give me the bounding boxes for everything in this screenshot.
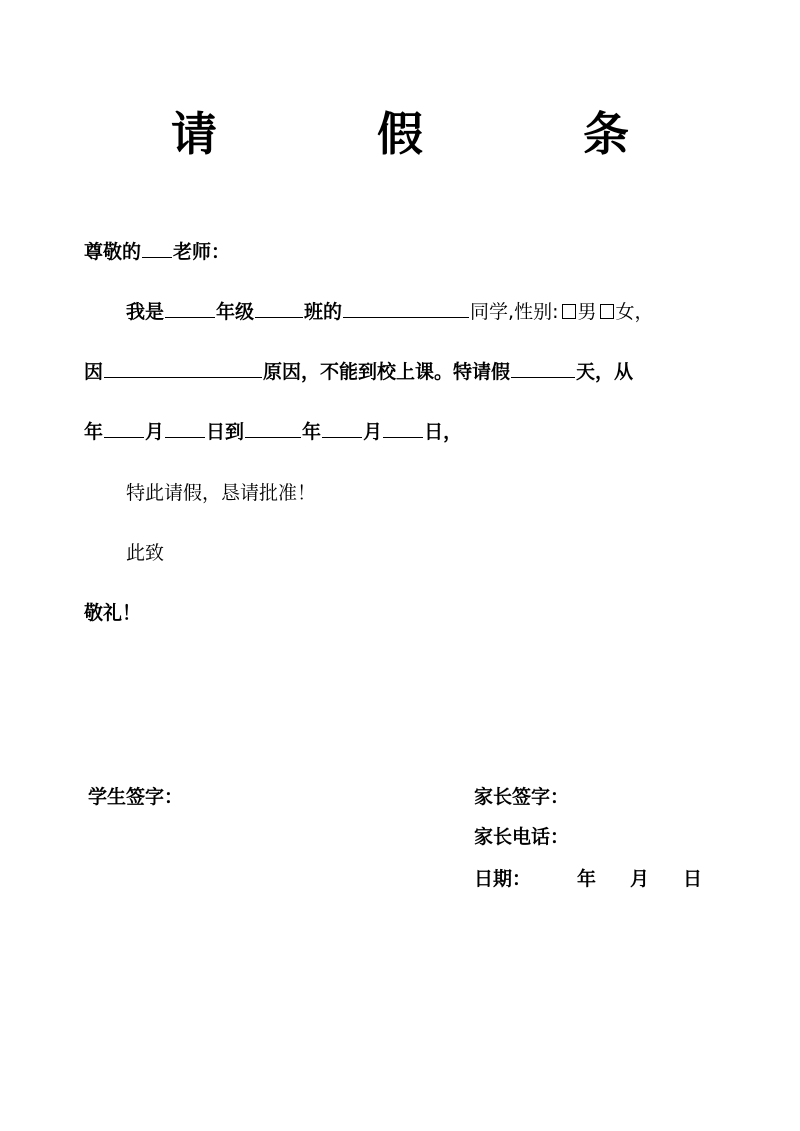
label-end-month: 月 — [363, 421, 383, 443]
student-info-line — [126, 298, 654, 325]
label-class: 班的 — [304, 301, 343, 323]
reason-blank[interactable] — [104, 358, 262, 378]
label-end-day: 日， — [424, 421, 463, 443]
salutation-prefix: 尊敬的 — [84, 241, 142, 263]
closing-line: 此致 — [126, 542, 165, 564]
student-name-blank[interactable] — [343, 298, 469, 318]
date-line — [474, 866, 702, 892]
parent-signature-label: 家长签字： — [474, 786, 570, 808]
label-grade: 年级 — [216, 301, 255, 323]
label-start-year: 年 — [84, 421, 104, 443]
label-female: 女， — [615, 301, 654, 323]
date-month: 月 — [630, 868, 650, 890]
label-start-month: 月 — [145, 421, 165, 443]
start-year-blank[interactable] — [104, 418, 144, 438]
label-start-day-to: 日到 — [206, 421, 245, 443]
end-day-blank[interactable] — [383, 418, 423, 438]
regards-line: 敬礼！ — [84, 602, 142, 624]
document-title: 请 假 条 — [170, 107, 702, 161]
label-i-am: 我是 — [126, 301, 165, 323]
days-blank[interactable] — [511, 358, 575, 378]
salutation-line — [84, 238, 230, 265]
parent-phone-label: 家长电话： — [474, 826, 570, 848]
date-day: 日 — [683, 868, 703, 890]
male-checkbox[interactable] — [562, 304, 576, 319]
label-male: 男 — [577, 301, 597, 323]
label-student-gender: 同学,性别: — [470, 301, 559, 323]
label-because: 因 — [84, 361, 104, 383]
end-year-blank[interactable] — [245, 418, 301, 438]
student-signature-label: 学生签字： — [88, 786, 184, 808]
salutation-suffix: 老师： — [173, 241, 231, 263]
label-end-year: 年 — [302, 421, 322, 443]
label-days-from: 天，从 — [576, 361, 634, 383]
teacher-name-blank[interactable] — [142, 238, 172, 258]
grade-blank[interactable] — [165, 298, 215, 318]
start-month-blank[interactable] — [165, 418, 205, 438]
request-line: 特此请假，恳请批准！ — [126, 482, 317, 504]
female-checkbox[interactable] — [600, 304, 614, 319]
date-label: 日期： — [474, 868, 532, 890]
end-month-blank[interactable] — [322, 418, 362, 438]
date-range-line — [84, 418, 462, 445]
reason-line — [84, 358, 633, 385]
label-reason-text: 原因，不能到校上课。特请假 — [263, 361, 511, 383]
date-year: 年 — [577, 868, 597, 890]
class-blank[interactable] — [255, 298, 303, 318]
